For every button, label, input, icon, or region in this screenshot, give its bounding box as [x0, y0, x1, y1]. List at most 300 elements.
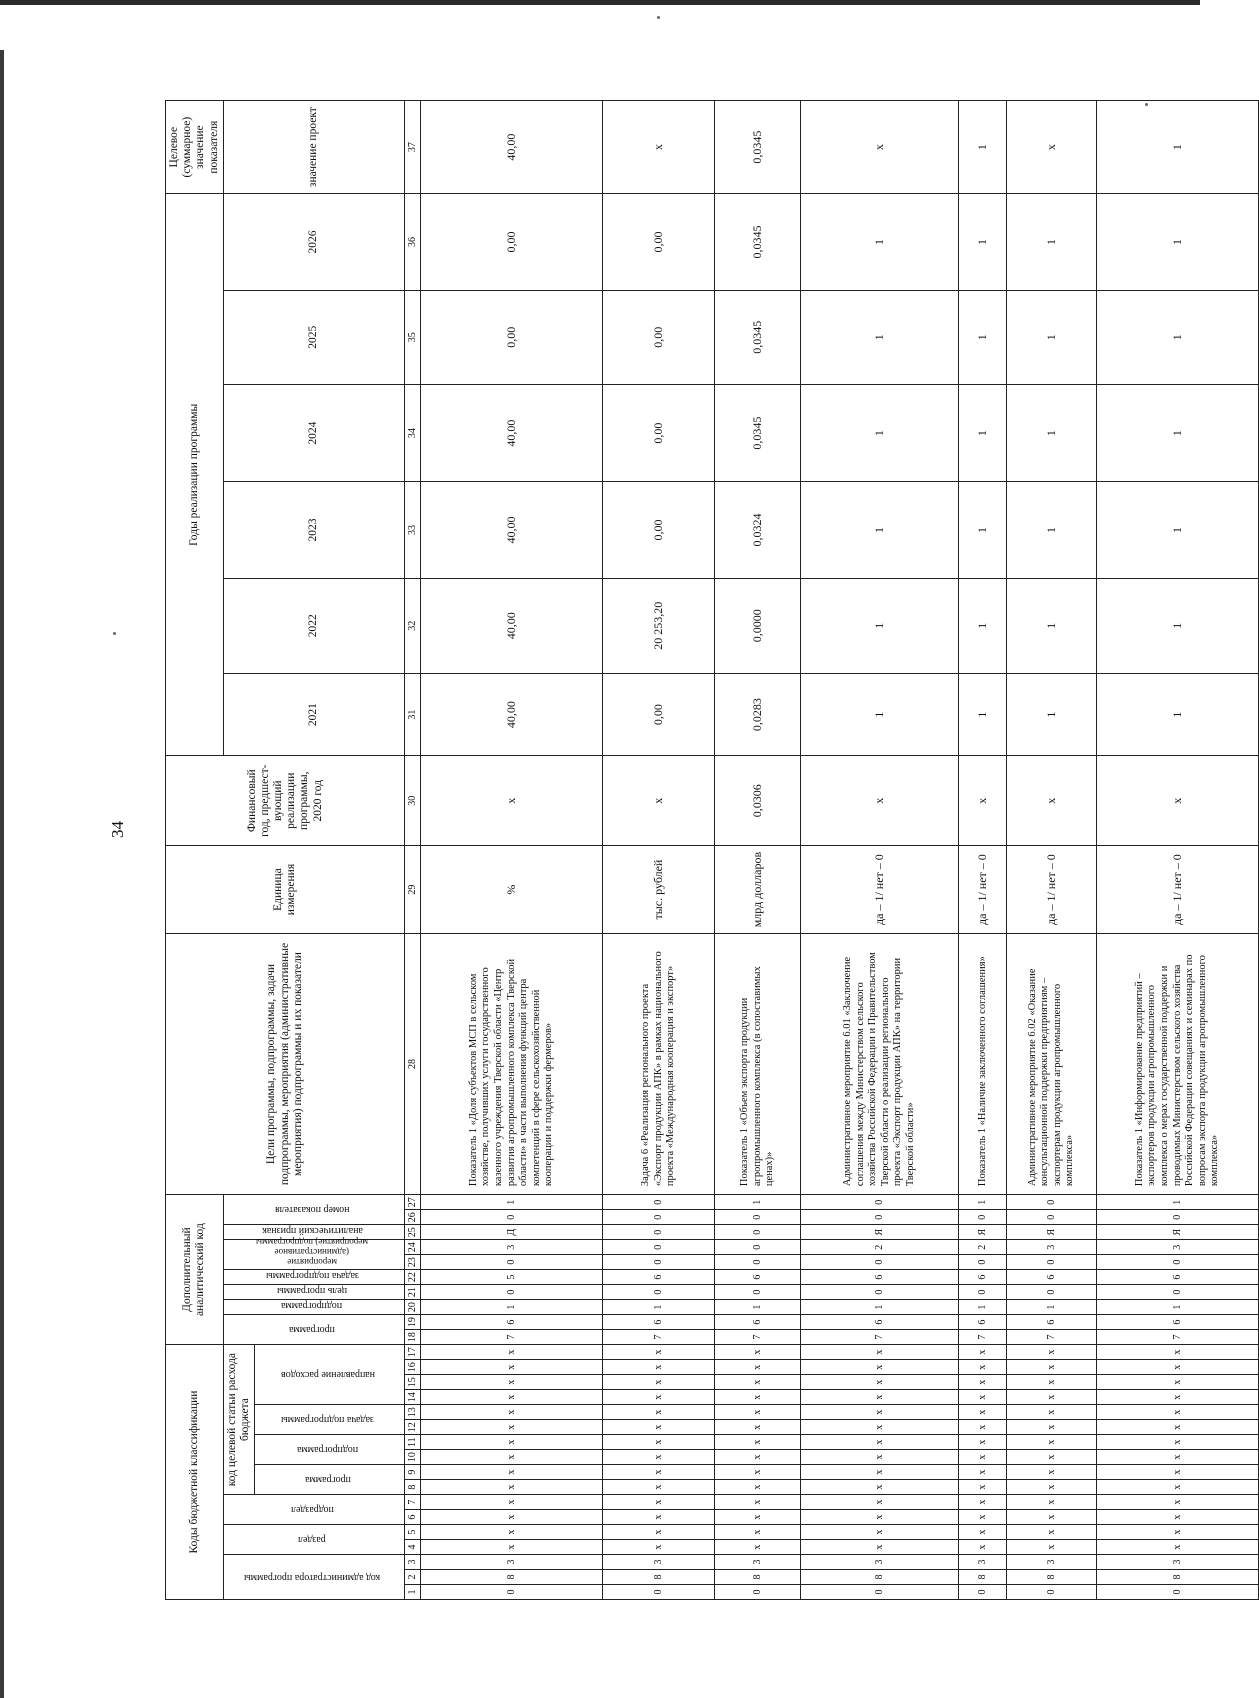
code-cell: х [421, 1420, 603, 1435]
unit-cell: да – 1/ нет – 0 [1007, 846, 1097, 934]
code-cell: х [421, 1510, 603, 1525]
unit-cell: да – 1/ нет – 0 [959, 846, 1007, 934]
code-cell: 1 [715, 1300, 801, 1315]
year-value-cell: 1 [1007, 290, 1097, 384]
code-cell: 0 [1097, 1585, 1259, 1600]
code-cell: х [421, 1495, 603, 1510]
header-subprogram2 [223, 1300, 404, 1315]
code-cell: 0 [1007, 1585, 1097, 1600]
table-row [1007, 101, 1097, 1600]
header-subprogram-task2-text: задача подпрограммы [265, 1270, 359, 1282]
code-cell: 0 [959, 1585, 1007, 1600]
goal-text-cell: Показатель 1 «Информирование предприятий – экспортеров продукции агропромышленного комплекса о мерах государственной поддержки и проводимых Министерством сельского хозяйства Российской Федерации совещаниях и семинарах по вопросам экспорта продукции агропромышленного комплекса» [1097, 933, 1259, 1194]
code-cell: 8 [1097, 1570, 1259, 1585]
header-year-2025: 2025 [223, 290, 404, 384]
code-cell: 2 [801, 1240, 959, 1255]
code-cell: 7 [715, 1330, 801, 1345]
base-year-cell: х [421, 756, 603, 846]
column-number: 4 [405, 1540, 421, 1555]
code-cell: х [1007, 1420, 1097, 1435]
code-cell: х [1097, 1540, 1259, 1555]
year-value-cell: 1 [801, 194, 959, 290]
year-value-cell: 1 [959, 482, 1007, 578]
table-row [715, 101, 801, 1600]
year-value-cell: 1 [1097, 482, 1259, 578]
code-cell: 8 [715, 1570, 801, 1585]
column-number: 3 [405, 1555, 421, 1570]
column-number: 29 [405, 846, 421, 934]
column-number: 28 [405, 933, 421, 1194]
code-cell: х [1097, 1525, 1259, 1540]
code-cell: 0 [603, 1585, 715, 1600]
header-section [223, 1525, 404, 1555]
code-cell: х [421, 1450, 603, 1465]
target-value-cell: 1 [959, 101, 1007, 194]
table-body [405, 101, 1259, 1600]
code-cell: 1 [603, 1300, 715, 1315]
code-cell: х [959, 1435, 1007, 1450]
year-value-cell: 0,00 [421, 290, 603, 384]
code-cell: х [603, 1435, 715, 1450]
table-row [801, 101, 959, 1600]
code-cell: 1 [421, 1300, 603, 1315]
year-value-cell: 40,00 [421, 673, 603, 755]
column-number: 26 [405, 1210, 421, 1225]
year-value-cell: 1 [959, 194, 1007, 290]
header-goals: Цели программы, подпрограммы, задачи подпрограммы, мероприятия (административные мероприятия) подпрограммы и их показатели [166, 933, 405, 1194]
code-cell: х [959, 1420, 1007, 1435]
code-cell: х [421, 1360, 603, 1375]
code-cell: 6 [715, 1270, 801, 1285]
header-admin-code [223, 1555, 404, 1600]
goal-text-cell: Показатель 1 «Объем экспорта продукции агропромышленного комплекса (в сопоставимых ценах)» [715, 933, 801, 1194]
year-value-cell: 1 [801, 384, 959, 481]
code-cell: 0 [421, 1255, 603, 1270]
scan-edge-top [0, 0, 1200, 5]
header-program-goal-text: цель программы [276, 1285, 348, 1297]
year-value-cell: 1 [959, 290, 1007, 384]
code-cell: х [1097, 1465, 1259, 1480]
code-cell: 0 [603, 1195, 715, 1210]
code-cell: 3 [421, 1240, 603, 1255]
column-number: 37 [405, 101, 421, 194]
code-cell: х [1097, 1435, 1259, 1450]
code-cell: х [959, 1390, 1007, 1405]
code-cell: х [959, 1450, 1007, 1465]
header-subprogram2-text: подпрограмма [281, 1300, 343, 1312]
code-cell: 6 [603, 1270, 715, 1285]
year-value-cell: 0,00 [603, 482, 715, 578]
base-year-cell: 0,0306 [715, 756, 801, 846]
code-cell: Я [1097, 1225, 1259, 1240]
code-cell: 0 [801, 1195, 959, 1210]
base-year-cell: х [959, 756, 1007, 846]
code-cell: 0 [801, 1285, 959, 1300]
column-number: 9 [405, 1465, 421, 1480]
code-cell: х [715, 1360, 801, 1375]
code-cell: х [715, 1510, 801, 1525]
code-cell: х [715, 1450, 801, 1465]
header-budget-codes: Коды бюджетной классификации [166, 1345, 224, 1600]
base-year-cell: х [801, 756, 959, 846]
code-cell: 0 [603, 1225, 715, 1240]
header-year-2023: 2023 [223, 482, 404, 578]
target-value-cell: х [801, 101, 959, 194]
header-year-2021: 2021 [223, 673, 404, 755]
column-number: 32 [405, 578, 421, 673]
code-cell: 3 [801, 1555, 959, 1570]
code-cell: 6 [1007, 1315, 1097, 1330]
column-number: 2 [405, 1570, 421, 1585]
code-cell: х [603, 1345, 715, 1360]
column-number: 33 [405, 482, 421, 578]
code-cell: х [715, 1420, 801, 1435]
header-unit: Единица измерения [166, 846, 405, 934]
code-cell: 0 [1097, 1285, 1259, 1300]
code-cell: 0 [715, 1225, 801, 1240]
column-number: 16 [405, 1360, 421, 1375]
code-cell: 0 [715, 1240, 801, 1255]
code-cell: х [421, 1390, 603, 1405]
header-program [223, 1315, 404, 1345]
year-value-cell: 0,00 [603, 384, 715, 481]
year-value-cell: 0,00 [603, 673, 715, 755]
header-program-goal [223, 1285, 404, 1300]
code-cell: 0 [1097, 1255, 1259, 1270]
year-value-cell: 1 [801, 578, 959, 673]
header-years-group: Годы реализации программы [166, 194, 224, 756]
code-cell: х [421, 1480, 603, 1495]
year-value-cell: 0,00 [421, 194, 603, 290]
column-number: 25 [405, 1225, 421, 1240]
code-cell: х [603, 1465, 715, 1480]
code-cell: 1 [421, 1195, 603, 1210]
code-cell: х [801, 1510, 959, 1525]
code-cell: 3 [715, 1555, 801, 1570]
column-number: 10 [405, 1450, 421, 1465]
column-number: 12 [405, 1420, 421, 1435]
column-number: 20 [405, 1300, 421, 1315]
code-cell: х [715, 1390, 801, 1405]
code-cell: х [1097, 1375, 1259, 1390]
code-cell: х [801, 1525, 959, 1540]
code-cell: х [603, 1375, 715, 1390]
code-cell: 6 [1097, 1270, 1259, 1285]
code-cell: 0 [959, 1285, 1007, 1300]
code-cell: Я [1007, 1225, 1097, 1240]
code-cell: 1 [959, 1195, 1007, 1210]
column-number: 14 [405, 1390, 421, 1405]
code-cell: 3 [603, 1555, 715, 1570]
year-value-cell: 1 [1007, 482, 1097, 578]
code-cell: 0 [421, 1585, 603, 1600]
code-cell: 6 [959, 1315, 1007, 1330]
code-cell: 6 [801, 1315, 959, 1330]
code-cell: 6 [959, 1270, 1007, 1285]
code-cell: х [603, 1450, 715, 1465]
code-cell: 0 [1007, 1210, 1097, 1225]
code-cell: 0 [603, 1210, 715, 1225]
code-cell: х [715, 1345, 801, 1360]
header-program-short-text: программа [304, 1474, 351, 1486]
code-cell: х [801, 1360, 959, 1375]
header-program-text: программа [289, 1324, 335, 1336]
header-subsection-text: подраздел [290, 1504, 334, 1516]
code-cell: х [421, 1465, 603, 1480]
code-cell: 3 [1007, 1555, 1097, 1570]
year-value-cell: 40,00 [421, 578, 603, 673]
code-cell: 1 [1007, 1300, 1097, 1315]
target-value-cell: 0,0345 [715, 101, 801, 194]
year-value-cell: 1 [1097, 673, 1259, 755]
goal-text-cell: Показатель 1 «Доля субъектов МСП в сельском хозяйстве, получивших услуги государственного казенного учреждения Тверской области «Центр развития агропромышленного комплекса Тверской области» в части выполнения функций центра компетенций в сфере сельскохозяйственной кооперации и поддержки фермеров» [421, 933, 603, 1194]
year-value-cell: 1 [959, 578, 1007, 673]
code-cell: х [715, 1465, 801, 1480]
code-cell: 6 [1097, 1315, 1259, 1330]
code-cell: х [603, 1390, 715, 1405]
header-analytic-sign-text: аналитический признак [261, 1225, 363, 1237]
code-cell: 8 [959, 1570, 1007, 1585]
scan-edge-left [0, 50, 4, 1698]
year-value-cell: 1 [1097, 194, 1259, 290]
code-cell: 3 [1097, 1240, 1259, 1255]
code-cell: 6 [1007, 1270, 1097, 1285]
year-value-cell: 0,0345 [715, 384, 801, 481]
code-cell: х [1007, 1435, 1097, 1450]
year-value-cell: 0,00 [603, 290, 715, 384]
target-value-cell: х [1007, 101, 1097, 194]
code-cell: 0 [801, 1210, 959, 1225]
header-analytic-code: Дополнительный аналитический код [166, 1195, 224, 1345]
column-number: 30 [405, 756, 421, 846]
header-activity-text: мероприятие (административное мероприятие) подпрограммы [255, 1237, 368, 1268]
code-cell: 0 [959, 1255, 1007, 1270]
header-indicator-number-text: номер показателя [274, 1204, 350, 1216]
header-target-sub: значение проект [223, 101, 404, 194]
header-indicator-number [223, 1195, 404, 1225]
code-cell: х [421, 1435, 603, 1450]
code-cell: Я [801, 1225, 959, 1240]
code-cell: х [959, 1495, 1007, 1510]
header-subprogram-task [255, 1405, 405, 1435]
code-cell: х [1007, 1450, 1097, 1465]
header-year-2026: 2026 [223, 194, 404, 290]
code-cell: х [801, 1495, 959, 1510]
year-value-cell: 1 [1007, 194, 1097, 290]
year-value-cell: 1 [959, 673, 1007, 755]
table-row [421, 101, 603, 1600]
code-cell: 0 [603, 1240, 715, 1255]
column-number: 15 [405, 1375, 421, 1390]
column-number: 23 [405, 1255, 421, 1270]
code-cell: х [715, 1435, 801, 1450]
code-cell: х [1097, 1510, 1259, 1525]
code-cell: х [959, 1345, 1007, 1360]
code-cell: х [1097, 1450, 1259, 1465]
code-cell: х [1007, 1510, 1097, 1525]
code-cell: х [1097, 1405, 1259, 1420]
header-subprogram-text: подпрограмма [297, 1444, 359, 1456]
column-number: 22 [405, 1270, 421, 1285]
code-cell: 6 [801, 1270, 959, 1285]
year-value-cell: 0,0000 [715, 578, 801, 673]
code-cell: х [1007, 1525, 1097, 1540]
code-cell: х [1097, 1360, 1259, 1375]
unit-cell: да – 1/ нет – 0 [801, 846, 959, 934]
code-cell: х [603, 1540, 715, 1555]
code-cell: Д [421, 1225, 603, 1240]
code-cell: 0 [421, 1285, 603, 1300]
scan-speck [113, 632, 116, 635]
column-number: 8 [405, 1480, 421, 1495]
goal-text-cell: Показатель 1 «Наличие заключенного соглашения» [959, 933, 1007, 1194]
code-cell: 3 [1007, 1240, 1097, 1255]
code-cell: х [801, 1480, 959, 1495]
year-value-cell: 0,0345 [715, 194, 801, 290]
code-cell: х [603, 1480, 715, 1495]
page-number: 34 [108, 821, 127, 838]
target-value-cell: 1 [1097, 101, 1259, 194]
unit-cell: % [421, 846, 603, 934]
column-number: 27 [405, 1195, 421, 1210]
code-cell: х [959, 1405, 1007, 1420]
table-row [1097, 101, 1259, 1600]
code-cell: х [421, 1540, 603, 1555]
code-cell: 0 [1097, 1210, 1259, 1225]
code-cell: х [715, 1405, 801, 1420]
code-cell: х [801, 1390, 959, 1405]
header-activity [223, 1237, 404, 1270]
code-cell: 8 [1007, 1570, 1097, 1585]
code-cell: х [801, 1375, 959, 1390]
code-cell: 3 [1097, 1555, 1259, 1570]
column-number: 6 [405, 1510, 421, 1525]
header-year-2024: 2024 [223, 384, 404, 481]
code-cell: 1 [1097, 1195, 1259, 1210]
column-number: 11 [405, 1435, 421, 1450]
header-subprogram-task2 [223, 1270, 404, 1285]
column-number: 24 [405, 1240, 421, 1255]
code-cell: 0 [801, 1585, 959, 1600]
code-cell: 2 [959, 1240, 1007, 1255]
header-section-text: раздел [298, 1534, 326, 1546]
code-cell: х [801, 1540, 959, 1555]
code-cell: х [603, 1525, 715, 1540]
code-cell: 5 [421, 1270, 603, 1285]
code-cell: 3 [959, 1555, 1007, 1570]
code-cell: х [715, 1495, 801, 1510]
code-cell: х [1007, 1360, 1097, 1375]
column-number: 34 [405, 384, 421, 481]
goal-text-cell: Административное мероприятие 6.01 «Заключение соглашения между Министерством сельского хозяйства Российской Федерации и Правительством Тверской области о реализации регионального проекта «Экспорт продукции АПК» на территории Тверской области» [801, 933, 959, 1194]
header-fin-year: Финансовый год, предшест-вующий реализации программы, 2020 год [166, 756, 405, 846]
year-value-cell: 40,00 [421, 384, 603, 481]
table-row [959, 101, 1007, 1600]
target-value-cell: 40,00 [421, 101, 603, 194]
code-cell: х [421, 1405, 603, 1420]
column-number: 17 [405, 1345, 421, 1360]
code-cell: х [959, 1510, 1007, 1525]
code-cell: х [603, 1360, 715, 1375]
code-cell: х [801, 1435, 959, 1450]
code-cell: Я [959, 1225, 1007, 1240]
code-cell: 0 [715, 1255, 801, 1270]
year-value-cell: 1 [1007, 673, 1097, 755]
header-program-short [255, 1465, 405, 1495]
code-cell: х [1007, 1345, 1097, 1360]
unit-cell: да – 1/ нет – 0 [1097, 846, 1259, 934]
code-cell: х [421, 1525, 603, 1540]
code-cell: х [715, 1375, 801, 1390]
code-cell: х [1007, 1375, 1097, 1390]
code-cell: х [959, 1375, 1007, 1390]
year-value-cell: 1 [1007, 578, 1097, 673]
year-value-cell: 1 [959, 384, 1007, 481]
code-cell: 7 [959, 1330, 1007, 1345]
code-cell: х [715, 1525, 801, 1540]
code-cell: х [1097, 1345, 1259, 1360]
code-cell: х [1097, 1390, 1259, 1405]
code-cell: 3 [421, 1555, 603, 1570]
year-value-cell: 0,0283 [715, 673, 801, 755]
code-cell: 1 [801, 1300, 959, 1315]
code-cell: 7 [801, 1330, 959, 1345]
code-cell: 7 [1097, 1330, 1259, 1345]
code-cell: х [1007, 1390, 1097, 1405]
code-cell: х [1007, 1495, 1097, 1510]
code-cell: 1 [715, 1195, 801, 1210]
code-cell: х [959, 1480, 1007, 1495]
goal-text-cell: Задача 6 «Реализация регионального проекта «Экспорт продукции АПК» в рамках национального проекта «Международная кооперация и экспорт» [603, 933, 715, 1194]
column-number: 18 [405, 1330, 421, 1345]
column-number: 35 [405, 290, 421, 384]
code-cell: х [959, 1360, 1007, 1375]
code-cell: х [1007, 1465, 1097, 1480]
code-cell: 1 [959, 1300, 1007, 1315]
header-target-article: код целевой статьи расхода бюджета [223, 1345, 254, 1495]
column-number: 36 [405, 194, 421, 290]
header-target: Целевое (суммарное) значение показателя [166, 101, 224, 194]
year-value-cell: 0,0324 [715, 482, 801, 578]
column-number: 21 [405, 1285, 421, 1300]
code-cell: 6 [421, 1315, 603, 1330]
code-cell: х [959, 1525, 1007, 1540]
column-number: 19 [405, 1315, 421, 1330]
code-cell: х [1097, 1495, 1259, 1510]
header-year-2022: 2022 [223, 578, 404, 673]
column-number-row [405, 101, 421, 1600]
year-value-cell: 1 [801, 290, 959, 384]
code-cell: х [801, 1405, 959, 1420]
code-cell: 0 [1007, 1255, 1097, 1270]
target-value-cell: х [603, 101, 715, 194]
year-value-cell: 0,00 [603, 194, 715, 290]
year-value-cell: 20 253,20 [603, 578, 715, 673]
unit-cell: тыс. рублей [603, 846, 715, 934]
column-number: 7 [405, 1495, 421, 1510]
year-value-cell: 1 [801, 482, 959, 578]
column-number: 5 [405, 1525, 421, 1540]
code-cell: х [1007, 1480, 1097, 1495]
column-number: 1 [405, 1585, 421, 1600]
code-cell: х [715, 1480, 801, 1495]
code-cell: 7 [421, 1330, 603, 1345]
code-cell: х [421, 1345, 603, 1360]
column-number: 31 [405, 673, 421, 755]
code-cell: 0 [959, 1210, 1007, 1225]
code-cell: х [603, 1420, 715, 1435]
year-value-cell: 1 [1097, 290, 1259, 384]
